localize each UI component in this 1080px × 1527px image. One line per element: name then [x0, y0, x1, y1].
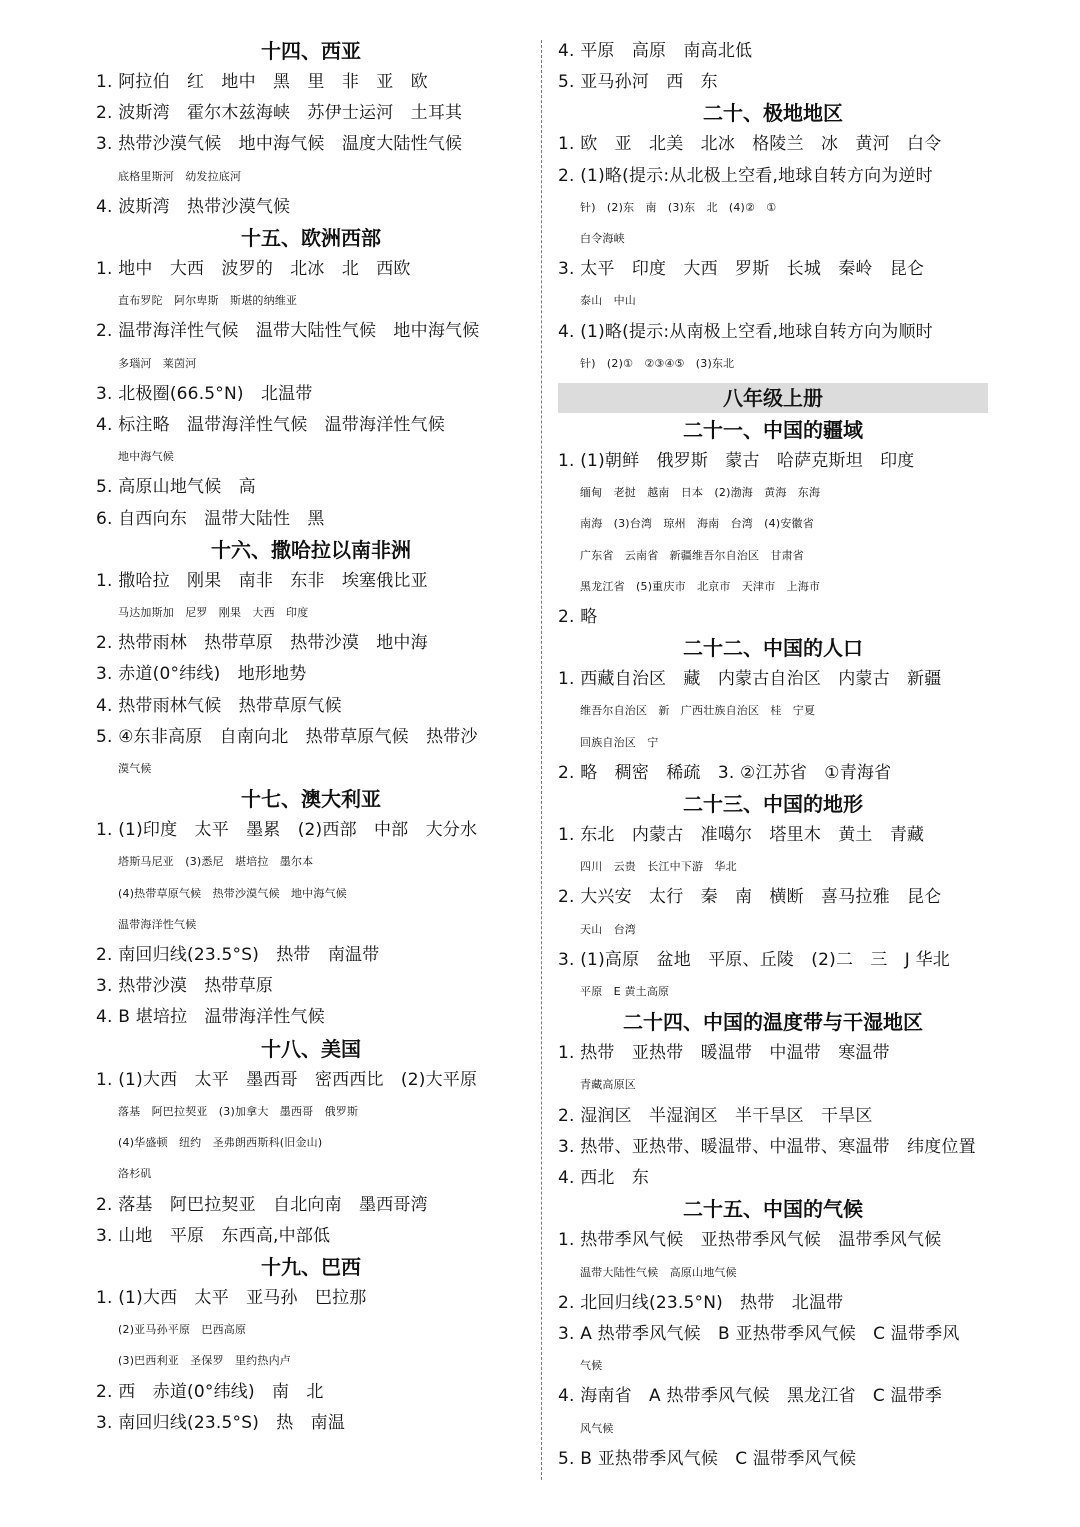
- answer-line: 3. 热带沙漠 热带草原: [96, 976, 274, 997]
- section-title: 十六、撒哈拉以南非洲: [211, 537, 411, 562]
- answer-line: 2. 热带雨林 热带草原 热带沙漠 地中海: [96, 633, 428, 654]
- answer-line-continued: 洛杉矶: [118, 1167, 152, 1181]
- grade-header: 八年级上册: [558, 383, 988, 413]
- answer-line-continued: 塔斯马尼亚 (3)悉尼 堪培拉 墨尔本: [118, 855, 314, 869]
- answer-line: 2. 略: [558, 607, 598, 628]
- answer-line-continued: 维吾尔自治区 新 广西壮族自治区 桂 宁夏: [580, 704, 816, 718]
- answer-line: 2. (1)略(提示:从北极上空看,地球自转方向为逆时: [558, 165, 933, 186]
- answer-line: 1. 东北 内蒙古 准噶尔 塔里木 黄土 青藏: [558, 825, 925, 846]
- answer-line-continued: 风气候: [580, 1421, 614, 1435]
- section-title: 十八、美国: [261, 1036, 361, 1061]
- answer-line-continued: (2)亚马孙平原 巴西高原: [118, 1323, 247, 1337]
- answer-line: 2. 南回归线(23.5°S) 热带 南温带: [96, 945, 380, 966]
- answer-line-continued: 南海 (3)台湾 琼州 海南 台湾 (4)安徽省: [580, 517, 814, 531]
- answer-line-continued: 针) (2)① ②③④⑤ (3)东北: [580, 356, 735, 370]
- answer-line-continued: 针) (2)东 南 (3)东 北 (4)② ①: [580, 200, 777, 214]
- answer-line: 3. 赤道(0°纬线) 地形地势: [96, 664, 307, 685]
- answer-line: 2. 大兴安 太行 秦 南 横断 喜马拉雅 昆仑: [558, 887, 942, 908]
- answer-line: 1. (1)大西 太平 亚马孙 巴拉那: [96, 1287, 367, 1308]
- answer-line: 3. 太平 印度 大西 罗斯 长城 秦岭 昆仑: [558, 259, 925, 280]
- answer-line-continued: 落基 阿巴拉契亚 (3)加拿大 墨西哥 俄罗斯: [118, 1104, 359, 1118]
- answer-line: 1. 欧 亚 北美 北冰 格陵兰 冰 黄河 白令: [558, 134, 942, 155]
- section-title: 十四、西亚: [261, 39, 361, 63]
- answer-line: 5. 高原山地气候 高: [96, 477, 256, 498]
- answer-line-continued: 白令海峡: [580, 232, 625, 246]
- section-title: 二十四、中国的温度带与干湿地区: [623, 1010, 923, 1035]
- answer-line: 4. 海南省 A 热带季风气候 黑龙江省 C 温带季: [558, 1386, 943, 1407]
- answer-line: 4. 标注略 温带海洋性气候 温带海洋性气候: [96, 415, 446, 436]
- answer-line-continued: 泰山 中山: [580, 294, 636, 308]
- answer-line: 1. 撒哈拉 刚果 南非 东非 埃塞俄比亚: [96, 570, 428, 591]
- answer-line-continued: (4)热带草原气候 热带沙漠气候 地中海气候: [118, 886, 347, 900]
- answer-line-continued: 缅甸 老挝 越南 日本 (2)渤海 黄海 东海: [580, 486, 821, 500]
- answer-line-continued: 多瑙河 莱茵河: [118, 356, 197, 370]
- answer-line-continued: 地中海气候: [118, 450, 174, 464]
- answer-line: 1. (1)印度 太平 墨累 (2)西部 中部 大分水: [96, 820, 478, 841]
- section-title: 二十一、中国的疆域: [683, 418, 863, 443]
- answer-line: 3. (1)高原 盆地 平原、丘陵 (2)二 三 J 华北: [558, 949, 951, 970]
- answer-line-continued: 漠气候: [118, 762, 152, 776]
- answer-line: 3. 南回归线(23.5°S) 热 南温: [96, 1412, 346, 1433]
- answer-line: 1. 阿拉伯 红 地中 黑 里 非 亚 欧: [96, 72, 428, 92]
- answer-line: 5. ④东非高原 自南向北 热带草原气候 热带沙: [96, 726, 478, 747]
- answer-line: 2. 略 稠密 稀疏 3. ②江苏省 ①青海省: [558, 762, 892, 783]
- answer-line: 2. 温带海洋性气候 温带大陆性气候 地中海气候: [96, 321, 480, 342]
- answer-line: 2. 落基 阿巴拉契亚 自北向南 墨西哥湾: [96, 1194, 428, 1215]
- answer-line-continued: (4)华盛顿 纽约 圣弗朗西斯科(旧金山): [118, 1136, 323, 1150]
- answer-line-continued: 直布罗陀 阿尔卑斯 斯堪的纳维亚: [118, 294, 298, 308]
- section-title: 二十五、中国的气候: [683, 1197, 863, 1222]
- answer-line: 3. 山地 平原 东西高,中部低: [96, 1225, 331, 1246]
- answer-line: 4. (1)略(提示:从南极上空看,地球自转方向为顺时: [558, 321, 933, 342]
- answer-line-continued: 广东省 云南省 新疆维吾尔自治区 甘肃省: [580, 548, 804, 562]
- answer-line: 1. 热带季风气候 亚热带季风气候 温带季风气候: [558, 1230, 942, 1251]
- answer-line: 3. A 热带季风气候 B 亚热带季风气候 C 温带季风: [558, 1323, 960, 1344]
- answer-line: 2. 湿润区 半湿润区 半干旱区 干旱区: [558, 1105, 873, 1126]
- section-title: 二十三、中国的地形: [683, 792, 863, 817]
- answer-line: 1. (1)大西 太平 墨西哥 密西西比 (2)大平原: [96, 1069, 478, 1090]
- answer-line: 2. 北回归线(23.5°N) 热带 北温带: [558, 1292, 844, 1313]
- answer-line: 2. 西 赤道(0°纬线) 南 北: [96, 1381, 324, 1402]
- section-title: 二十二、中国的人口: [683, 636, 863, 661]
- section-title: 二十、极地地区: [703, 101, 843, 126]
- answer-line-continued: 青藏高原区: [580, 1078, 636, 1092]
- answer-line: 4. B 堪培拉 温带海洋性气候: [96, 1007, 325, 1028]
- answer-line-continued: 温带海洋性气候: [118, 917, 197, 931]
- answer-line-continued: 温带大陆性气候 高原山地气候: [580, 1265, 737, 1279]
- answer-line: 4. 平原 高原 南高北低: [558, 41, 753, 61]
- answer-line-continued: 底格里斯河 幼发拉底河: [118, 169, 242, 183]
- answer-line-continued: 马达加斯加 尼罗 刚果 大西 印度: [118, 606, 309, 620]
- answer-line-continued: 黑龙江省 (5)重庆市 北京市 天津市 上海市: [580, 579, 821, 593]
- column-divider: [541, 40, 542, 1480]
- section-title: 十七、澳大利亚: [241, 787, 381, 812]
- answer-line: 5. 亚马孙河 西 东: [558, 72, 718, 93]
- section-title: 十五、欧洲西部: [241, 226, 381, 251]
- section-title: 十九、巴西: [261, 1254, 361, 1279]
- answer-line: 2. 波斯湾 霍尔木兹海峡 苏伊士运河 土耳其: [96, 103, 463, 124]
- answer-line: 3. 北极圈(66.5°N) 北温带: [96, 383, 313, 404]
- left-column: [96, 36, 526, 1439]
- answer-line-continued: 回族自治区 宁: [580, 735, 659, 749]
- answer-line: 1. (1)朝鲜 俄罗斯 蒙古 哈萨克斯坦 印度: [558, 451, 915, 472]
- answer-line-continued: 平原 E 黄土高原: [580, 985, 670, 999]
- answer-line: 1. 西藏自治区 藏 内蒙古自治区 内蒙古 新疆: [558, 669, 942, 690]
- answer-line: 4. 热带雨林气候 热带草原气候: [96, 695, 342, 716]
- answer-line-continued: 四川 云贵 长江中下游 华北: [580, 860, 737, 874]
- answer-line: 1. 热带 亚热带 暖温带 中温带 寒温带: [558, 1043, 890, 1064]
- answer-line-continued: 天山 台湾: [580, 922, 636, 936]
- answer-line: 3. 热带、亚热带、暖温带、中温带、寒温带 纬度位置: [558, 1136, 976, 1157]
- answer-line: 6. 自西向东 温带大陆性 黑: [96, 508, 325, 529]
- right-column: [558, 36, 988, 1475]
- answer-line-continued: 气候: [580, 1359, 603, 1373]
- answer-line: 4. 西北 东: [558, 1168, 650, 1189]
- answer-line: 4. 波斯湾 热带沙漠气候: [96, 196, 291, 217]
- answer-line: 1. 地中 大西 波罗的 北冰 北 西欧: [96, 259, 411, 280]
- answer-line-continued: (3)巴西利亚 圣保罗 里约热内卢: [118, 1354, 291, 1368]
- answer-line: 3. 热带沙漠气候 地中海气候 温度大陆性气候: [96, 134, 463, 155]
- answer-line: 5. B 亚热带季风气候 C 温带季风气候: [558, 1448, 857, 1469]
